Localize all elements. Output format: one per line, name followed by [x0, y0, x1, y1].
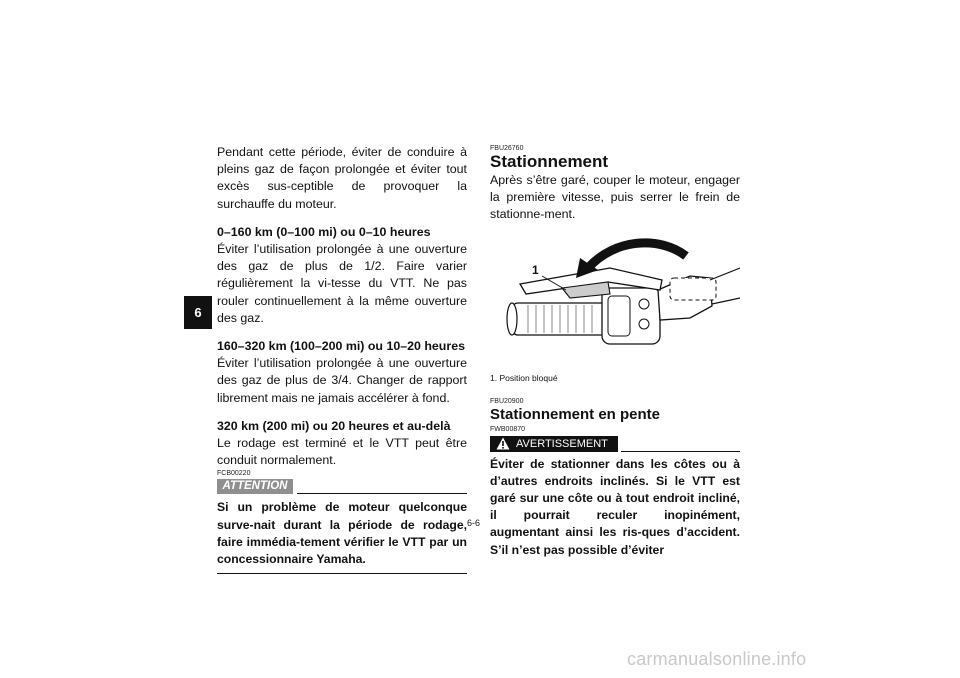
parking-brake-figure	[490, 228, 740, 368]
parking-text: Après s’être garé, couper le moteur, engager la première vitesse, puis serrer le frein de stationne-ment.	[490, 173, 740, 222]
slope-code: FBU20900	[490, 397, 524, 405]
attention-label: ATTENTION	[217, 479, 293, 494]
stage3-heading: 320 km (200 mi) ou 20 heures et au-delà	[217, 418, 451, 433]
watermark: carmanualsonline.info	[627, 649, 807, 669]
figure-caption: 1. Position bloqué	[490, 372, 558, 383]
slope-heading: Stationnement en pente	[490, 405, 661, 423]
warning-header	[490, 436, 740, 453]
warning-rule	[621, 451, 740, 452]
warning-label: AVERTISSEMENT	[516, 437, 608, 450]
parking-heading: Stationnement	[490, 152, 609, 171]
attention-rule	[297, 493, 467, 494]
stage2-text: Éviter l’utilisation prolongée à une ouverture des gaz de plus de 3/4. Changer de rapport librement mais ne jamais accélérer à fond.	[217, 356, 467, 405]
warning-triangle-icon	[496, 437, 510, 450]
stage2-heading: 160–320 km (100–200 mi) ou 10–20 heures	[217, 339, 465, 354]
attention-text: Si un problème de moteur quelconque surve-nait durant la période de rodage, faire immédia-tement vérifier le VTT par un concessionnaire Yamaha.	[217, 500, 467, 567]
right-column	[490, 144, 740, 559]
warning-text: Éviter de stationner dans les côtes ou à d’autres endroits inclinés. Si le VTT est garé sur une côte ou à tout endroit incliné, il pourrait reculer inopinément, augmentant ainsi les ris-ques d’accident. S’il n’est pas possible d’éviter	[490, 456, 740, 557]
attention-header	[217, 479, 467, 495]
warning-badge	[490, 436, 618, 452]
attention-code: FCB00220	[217, 470, 251, 478]
attention-bottom-rule	[217, 573, 467, 574]
figure-callout-1: 1	[532, 262, 539, 277]
section-tab: 6	[184, 296, 212, 329]
page-number: 6-6	[467, 518, 481, 528]
left-column	[217, 144, 467, 574]
stage1-text: Éviter l’utilisation prolongée à une ouverture des gaz de plus de 1/2. Faire varier régulièrement la vi-tesse du VTT. Ne pas rouler continuellement à la même ouverture des gaz.	[217, 242, 467, 325]
stage3-text: Le rodage est terminé et le VTT peut être conduit normalement.	[217, 436, 467, 468]
warning-code: FWB00870	[490, 425, 526, 433]
intro-paragraph: Pendant cette période, éviter de conduire à pleins gaz de façon prolongée et éviter tout excès sus-ceptible de provoquer la surchauffe du moteur.	[217, 145, 467, 211]
stage1-heading: 0–160 km (0–100 mi) ou 0–10 heures	[217, 224, 431, 239]
brake-lever-illustration	[490, 228, 740, 368]
parking-code: FBU26760	[490, 145, 524, 152]
